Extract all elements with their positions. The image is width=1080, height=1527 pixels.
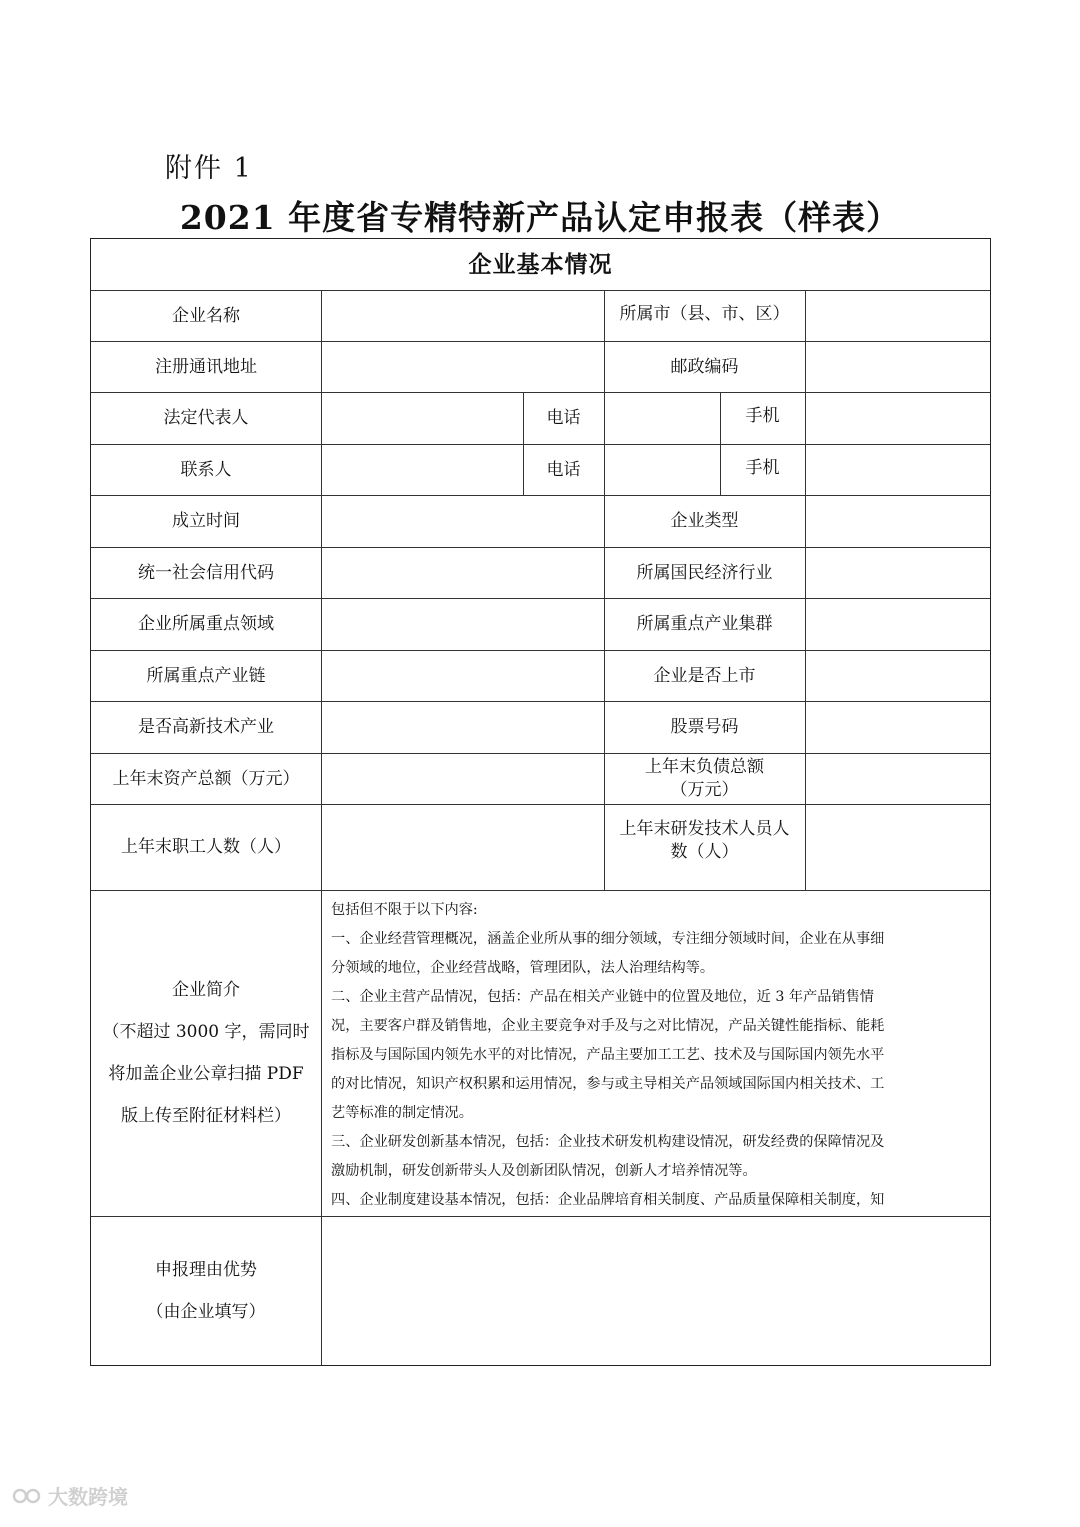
intro-text-line: 一、企业经营管理概况，涵盖企业所从事的细分领域，专注细分领域时间，企业在从事细 <box>331 931 885 947</box>
total-liabilities-label-line2: （万元） <box>670 779 739 800</box>
industry-label: 所属国民经济行业 <box>636 562 773 583</box>
address-field[interactable] <box>321 341 604 392</box>
intro-text-field[interactable] <box>331 896 971 1210</box>
listed-field[interactable] <box>805 650 990 701</box>
intro-note-line2: 将加盖企业公章扫描 PDF <box>108 1064 304 1084</box>
section-title: 企业基本情况 <box>468 250 613 278</box>
contact-phone-label: 电话 <box>546 459 581 480</box>
intro-text-line: 分领域的地位，企业经营战略，管理团队，法人治理结构等。 <box>331 960 715 976</box>
founded-label: 成立时间 <box>172 511 240 531</box>
reason-label <box>91 1216 321 1365</box>
intro-text-line: 二、企业主营产品情况，包括：产品在相关产业链中的位置及地位，近 3 年产品销售情 <box>331 989 874 1005</box>
legal-rep-mobile-field[interactable] <box>805 392 990 444</box>
intro-note-line3: 版上传至附征材料栏） <box>121 1106 291 1126</box>
contact-phone-field[interactable] <box>604 444 720 495</box>
reason-title: 申报理由优势 <box>155 1259 257 1280</box>
intro-text-line: 三、企业研发创新基本情况，包括：企业技术研发机构建设情况，研发经费的保障情况及 <box>331 1134 885 1150</box>
intro-text-line: 艺等标准的制定情况。 <box>331 1105 473 1121</box>
industry-chain-label: 所属重点产业链 <box>146 665 266 686</box>
postal-code-field[interactable] <box>805 341 990 392</box>
intro-text-line: 指标及与国际国内领先水平的对比情况，产品主要加工工艺、技术及与国际国内领先水平 <box>331 1047 885 1063</box>
listed-label: 企业是否上市 <box>653 665 756 686</box>
intro-text-line: 况，主要客户群及销售地，企业主要竞争对手及与之对比情况，产品关键性能指标、能耗 <box>331 1018 885 1034</box>
contact-mobile-field[interactable] <box>805 444 990 495</box>
industry-cluster-label: 所属重点产业集群 <box>636 614 773 634</box>
intro-text-line: 四、企业制度建设基本情况，包括：企业品牌培育相关制度、产品质量保障相关制度，知 <box>331 1192 885 1208</box>
total-liabilities-field[interactable] <box>805 753 990 804</box>
key-field-input[interactable] <box>321 598 604 650</box>
postal-code-label: 邮政编码 <box>670 356 739 377</box>
employees-label: 上年末职工人数（人） <box>121 837 291 857</box>
total-liabilities-label-line1: 上年末负债总额 <box>645 756 764 777</box>
intro-text-line: 包括但不限于以下内容: <box>331 902 478 918</box>
industry-cluster-field[interactable] <box>805 598 990 650</box>
watermark-text: 大数跨境 <box>48 1485 128 1509</box>
intro-label <box>91 890 321 1216</box>
rd-staff-label-line2: 数（人） <box>670 842 739 862</box>
stock-code-label: 股票号码 <box>670 717 739 737</box>
intro-note-line1: （不超过 3000 字，需同时 <box>102 1022 310 1042</box>
legal-rep-field[interactable] <box>321 392 523 444</box>
company-type-label: 企业类型 <box>670 511 739 531</box>
intro-text-line: 的对比情况，知识产权积累和运用情况，参与或主导相关产品领域国际国内相关技术、工 <box>331 1076 885 1092</box>
attachment-label: 附件 1 <box>165 153 253 184</box>
total-assets-label: 上年末资产总额（万元） <box>112 768 300 789</box>
city-label: 所属市（县、市、区） <box>619 303 790 324</box>
key-field-label: 企业所属重点领域 <box>138 614 274 634</box>
company-name-field[interactable] <box>321 290 604 341</box>
company-name-label: 企业名称 <box>172 305 240 326</box>
credit-code-label: 统一社会信用代码 <box>138 562 274 583</box>
total-assets-field[interactable] <box>321 753 604 804</box>
company-type-field[interactable] <box>805 495 990 547</box>
high-tech-label: 是否高新技术产业 <box>138 717 274 737</box>
industry-field[interactable] <box>805 547 990 598</box>
industry-chain-field[interactable] <box>321 650 604 701</box>
contact-field[interactable] <box>321 444 523 495</box>
stock-code-field[interactable] <box>805 701 990 753</box>
high-tech-field[interactable] <box>321 701 604 753</box>
watermark <box>12 1481 128 1510</box>
reason-note: （由企业填写） <box>146 1301 266 1322</box>
contact-label: 联系人 <box>180 459 232 480</box>
rd-staff-field[interactable] <box>805 804 990 890</box>
intro-text-line: 激励机制，研发创新带头人及创新团队情况，创新人才培养情况等。 <box>331 1163 757 1179</box>
employees-field[interactable] <box>321 804 604 890</box>
address-label: 注册通讯地址 <box>155 356 257 377</box>
document-title: 2021 年度省专精特新产品认定申报表（样表） <box>179 198 901 237</box>
credit-code-field[interactable] <box>321 547 604 598</box>
legal-rep-phone-field[interactable] <box>604 392 720 444</box>
founded-field[interactable] <box>321 495 604 547</box>
legal-rep-mobile-label: 手机 <box>745 406 780 426</box>
reason-field[interactable] <box>321 1216 990 1365</box>
watermark-logo-icon <box>12 1484 42 1508</box>
city-field[interactable] <box>805 290 990 341</box>
rd-staff-label <box>604 804 805 878</box>
intro-title: 企业简介 <box>172 980 240 1000</box>
rd-staff-label-line1: 上年末研发技术人员人 <box>619 819 790 839</box>
contact-mobile-label: 手机 <box>745 457 780 478</box>
legal-rep-phone-label: 电话 <box>546 408 581 428</box>
total-liabilities-label <box>604 753 805 804</box>
legal-rep-label: 法定代表人 <box>163 408 249 428</box>
